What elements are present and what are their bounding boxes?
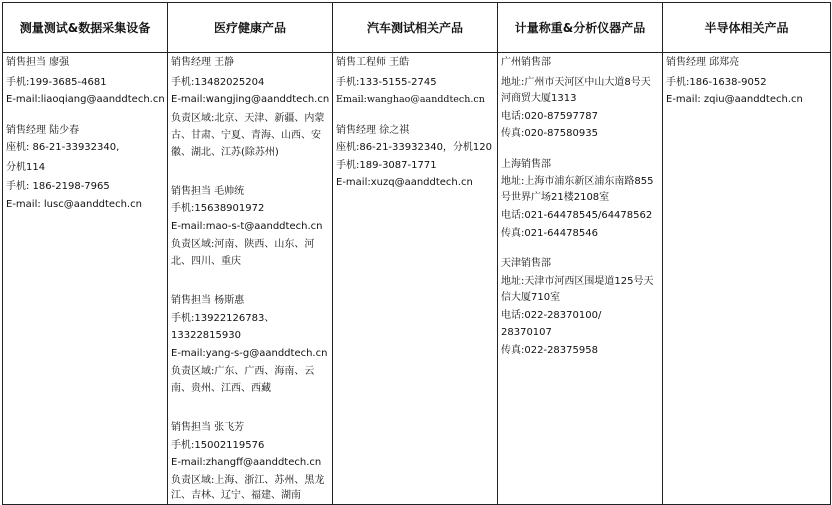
contact-phone-alt: 13322815930 [171, 330, 241, 341]
contact-email[interactable]: Email:wanghao@aanddtech.cn [336, 94, 485, 105]
contact-role: 销售经理 徐之祺 [336, 124, 410, 136]
contact-tel: 座机:86-21-33932340，分机120 [336, 142, 493, 153]
cell-measurement [3, 53, 168, 505]
contact-role: 销售经理 陆少春 [6, 124, 80, 136]
contact-email[interactable]: E-mail:wangjing@aanddtech.cn [171, 94, 330, 105]
contact-phone: 手机: 186-2198-7965 [6, 181, 110, 192]
office-name: 上海销售部 [501, 158, 551, 170]
office-name: 广州销售部 [501, 57, 551, 68]
header-row [3, 3, 831, 53]
office-address: 地址:上海市浦东新区浦东南路855号世界广场21楼2108室 [501, 176, 654, 203]
header-medical: 医疗健康产品 [168, 3, 333, 53]
contact-phone: 手机:199-3685-4681 [6, 76, 107, 88]
contact-phone: 手机:15002119576 [171, 439, 265, 451]
office-tel: 电话:022-28370100/ [501, 309, 602, 321]
header-weighing: 计量称重&分析仪器产品 [498, 3, 663, 53]
cell-weighing [498, 53, 663, 505]
contact-ext: 分机114 [6, 161, 46, 173]
office-tel: 电话:021-64478545/64478562 [501, 210, 653, 221]
contact-email[interactable]: E-mail:mao-s-t@aanddtech.cn [171, 220, 323, 232]
contact-tel: 座机: 86-21-33932340, [6, 142, 120, 153]
office-address: 地址:广州市天河区中山大道8号天河商贸大厦1313 [501, 76, 651, 104]
office-name: 天津销售部 [501, 258, 551, 269]
contact-email[interactable]: E-mail: zqiu@aanddtech.cn [666, 94, 803, 105]
contact-email[interactable]: E-mail:xuzq@aanddtech.cn [336, 177, 473, 188]
contact-role: 销售担当 张飞芳 [171, 422, 245, 433]
office-fax: 传真:021-64478546 [501, 227, 598, 239]
contact-role: 销售经理 邱郑亮 [666, 57, 740, 68]
header-semiconductor: 半导体相关产品 [663, 3, 831, 53]
content-row [3, 53, 831, 505]
contact-role: 销售经理 王静 [171, 57, 235, 68]
office-address: 地址:天津市河西区围堤道125号天信大厦710室 [501, 275, 654, 303]
contact-region: 负责区域:河南、陕西、山东、河北、四川、重庆 [171, 239, 315, 267]
contact-role: 销售工程师 王皓 [336, 57, 410, 68]
cell-semiconductor [663, 53, 831, 505]
office-tel: 电话:020-87597787 [501, 110, 598, 122]
office-tel-alt: 28370107 [501, 327, 552, 338]
header-automotive: 汽车测试相关产品 [333, 3, 498, 53]
contact-table [2, 2, 831, 505]
contact-phone: 手机:15638901972 [171, 203, 265, 214]
contact-role: 销售担当 毛帅统 [171, 185, 245, 197]
contact-role: 销售担当 廖强 [6, 57, 70, 68]
contact-phone: 手机:13922126783、 [171, 312, 275, 324]
contact-phone: 手机:186-1638-9052 [666, 76, 767, 88]
contact-email[interactable]: E-mail:liaoqiang@aanddtech.cn [6, 94, 165, 105]
header-measurement: 测量测试&数据采集设备 [3, 3, 168, 53]
cell-medical [168, 53, 333, 505]
contact-role: 销售担当 杨斯惠 [171, 295, 245, 306]
contact-email[interactable]: E-mail:yang-s-g@aanddtech.cn [171, 347, 328, 359]
contact-email[interactable]: E-mail:zhangff@aanddtech.cn [171, 457, 322, 468]
contact-phone: 手机:189-3087-1771 [336, 159, 437, 171]
cell-automotive [333, 53, 498, 505]
contact-region: 负责区域:北京、天津、新疆、内蒙古、甘肃、宁夏、青海、山西、安徽、湖北、江苏(除苏州) [171, 112, 325, 158]
office-fax: 传真:020-87580935 [501, 128, 598, 139]
contact-phone: 手机:133-5155-2745 [336, 76, 437, 88]
contact-region: 负责区域:广东、广西、海南、云南、贵州、江西、西藏 [171, 366, 315, 394]
office-fax: 传真:022-28375958 [501, 344, 598, 356]
contact-region: 负责区域:上海、浙江、苏州、黑龙江、吉林、辽宁、福建、湖南 [171, 474, 325, 501]
contact-email[interactable]: E-mail: lusc@aanddtech.cn [6, 198, 142, 210]
contact-phone: 手机:13482025204 [171, 76, 265, 88]
